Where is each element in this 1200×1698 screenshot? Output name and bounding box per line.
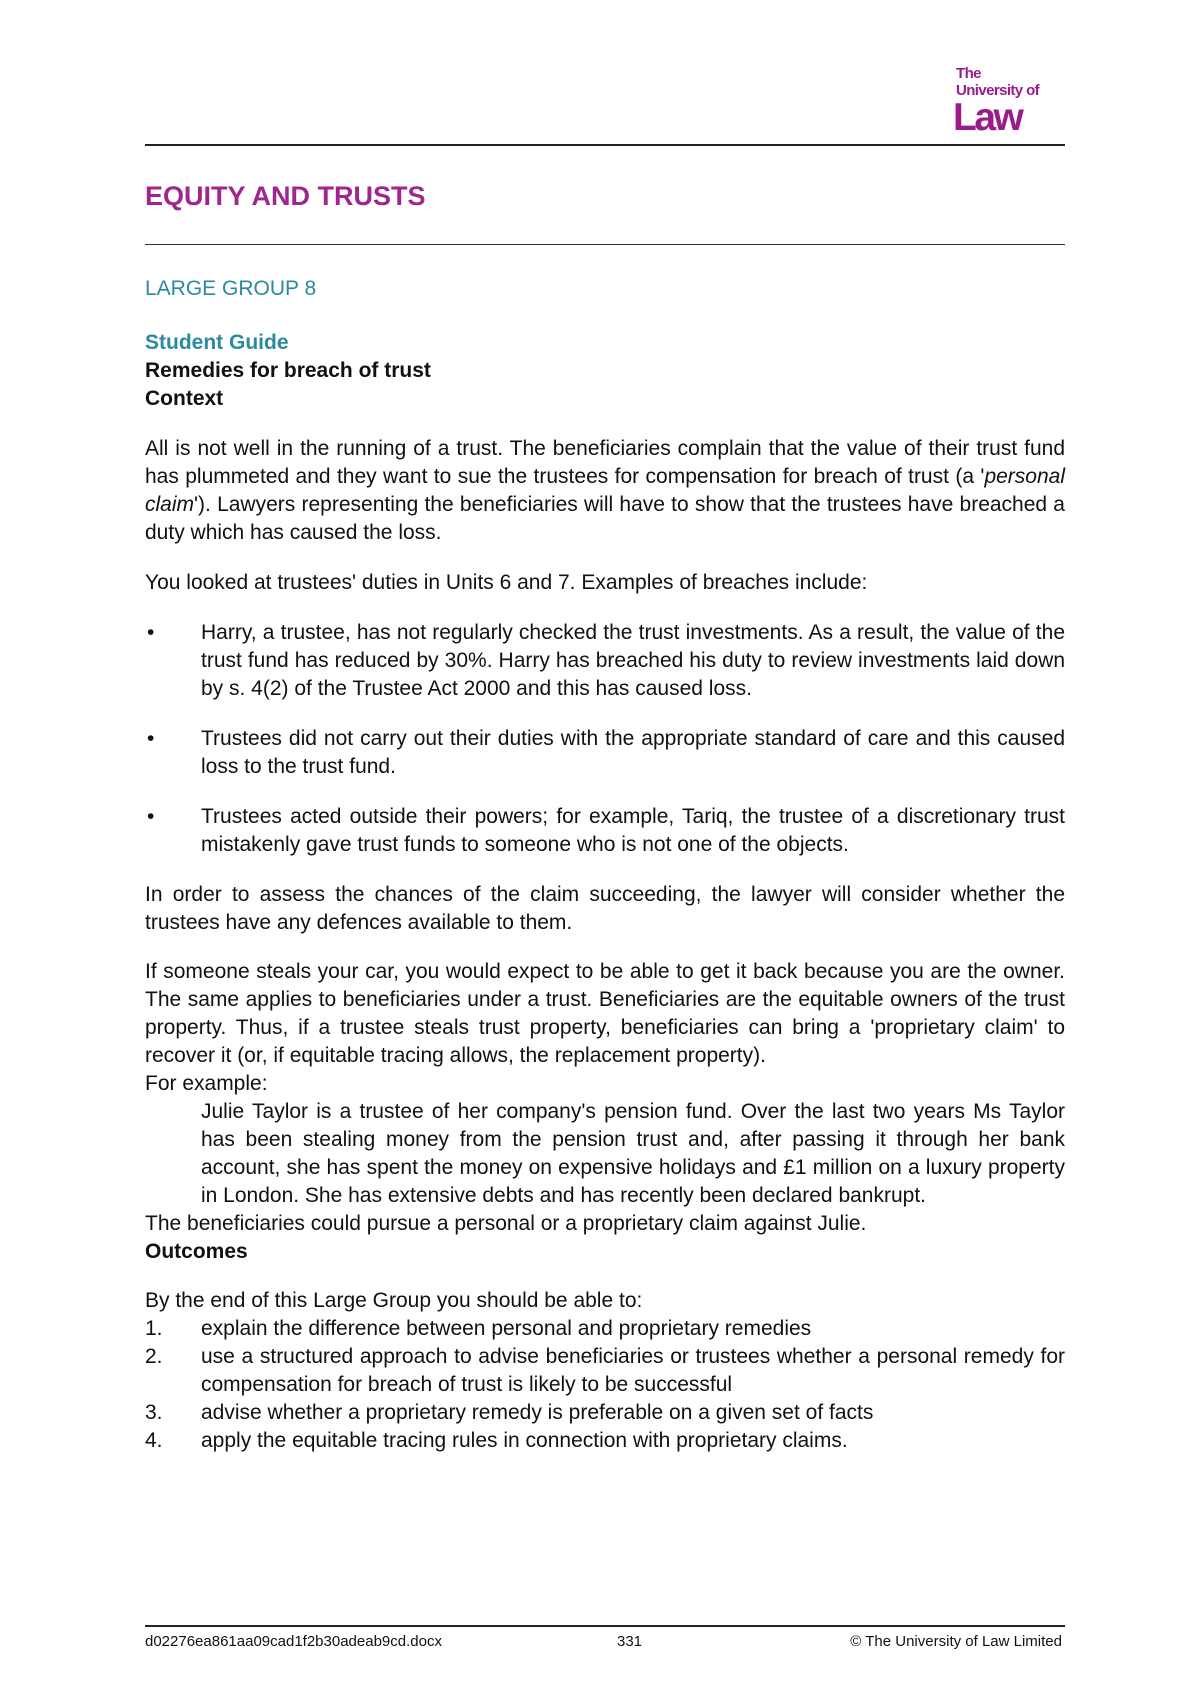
page-footer — [145, 1633, 1065, 1653]
logo-line-3: Law — [953, 96, 1022, 139]
list-number: 4. — [145, 1429, 163, 1452]
list-item-text: Harry, a trustee, has not regularly checked the trust investments. As a result, the value of the trust fund has reduced by 30%. Harry has breached his duty to review investments laid down by s. 4(2) of the Trustee Act 2000 and this has caused loss. — [201, 621, 1065, 700]
document-body — [145, 275, 1065, 1455]
list-item — [145, 1343, 1065, 1399]
list-item — [145, 1315, 1065, 1343]
list-item — [145, 1427, 1065, 1455]
outcomes-intro: By the end of this Large Group you should be able to: — [145, 1289, 643, 1312]
document-page — [145, 0, 1065, 1698]
bullet-icon: • — [147, 727, 155, 750]
student-guide-heading: Student Guide — [145, 331, 289, 354]
list-item — [145, 725, 1065, 781]
outcomes-list — [145, 1315, 1065, 1455]
list-item — [145, 803, 1065, 859]
list-item — [145, 619, 1065, 703]
proprietary-claim-paragraph: If someone steals your car, you would expect to be able to get it back because you are the owner. The same applies to beneficiaries under a trust. Beneficiaries are the equitable owners of the trust property. Thus, if a trustee steals trust property, beneficiaries can bring a 'proprietary claim' to recover it (or, if equitable tracing allows, the replacement property). — [145, 960, 1065, 1067]
breaches-intro-paragraph: You looked at trustees' duties in Units 6 and 7. Examples of breaches include: — [145, 571, 868, 594]
list-item-text: advise whether a proprietary remedy is preferable on a given set of facts — [201, 1401, 874, 1424]
footer-copyright: © The University of Law Limited — [850, 1633, 1062, 1650]
list-item-text: Trustees acted outside their powers; for example, Tariq, the trustee of a discretionary trust mistakenly gave trust funds to someone who is not one of the objects. — [201, 805, 1065, 856]
university-of-law-logo — [946, 66, 1066, 142]
title-rule — [145, 244, 1065, 245]
list-number: 2. — [145, 1345, 163, 1368]
topic-heading: Remedies for breach of trust — [145, 359, 431, 382]
list-item — [145, 1399, 1065, 1427]
example-label: For example: — [145, 1072, 268, 1095]
logo-line-2: University of — [956, 82, 1040, 99]
defences-paragraph: In order to assess the chances of the claim succeeding, the lawyer will consider whether the trustees have any defences available to them. — [145, 883, 1065, 934]
intro-text-b: '). Lawyers representing the beneficiaries will have to show that the trustees have breached a duty which has caused the loss. — [145, 493, 1065, 544]
list-item-text: Trustees did not carry out their duties with the appropriate standard of care and this caused loss to the trust fund. — [201, 727, 1065, 778]
logo-line-1: The — [956, 65, 981, 82]
context-heading: Context — [145, 387, 224, 410]
header-rule — [145, 144, 1065, 146]
page-title: EQUITY AND TRUSTS — [145, 181, 426, 211]
bullet-icon: • — [147, 805, 155, 828]
large-group-heading: LARGE GROUP 8 — [145, 277, 317, 300]
bullet-icon: • — [147, 621, 155, 644]
claim-options-paragraph: The beneficiaries could pursue a personal or a proprietary claim against Julie. — [145, 1212, 867, 1235]
footer-filename: d02276ea861aa09cad1f2b30adeab9cd.docx — [145, 1633, 442, 1650]
list-item-text: apply the equitable tracing rules in connection with proprietary claims. — [201, 1429, 848, 1452]
example-paragraph: Julie Taylor is a trustee of her company's pension fund. Over the last two years Ms Taylor has been stealing money from the pension trust and, after passing it through her bank account, she has spent the money on expensive holidays and £1 million on a luxury property in London. She has extensive debts and has recently been declared bankrupt. — [201, 1100, 1065, 1207]
outcomes-heading: Outcomes — [145, 1240, 248, 1263]
list-number: 3. — [145, 1401, 163, 1424]
list-item-text: use a structured approach to advise beneficiaries or trustees whether a personal remedy for compensation for breach of trust is likely to be successful — [201, 1345, 1065, 1396]
intro-text-a: All is not well in the running of a trust. The beneficiaries complain that the value of their trust fund has plummeted and they want to sue the trustees for compensation for breach of trust (a ' — [145, 437, 1065, 488]
list-number: 1. — [145, 1317, 163, 1340]
footer-rule — [145, 1625, 1065, 1627]
intro-paragraph — [145, 435, 1065, 547]
breach-examples-list — [145, 619, 1065, 859]
intro-italic: personal claim — [145, 465, 1065, 516]
footer-page-number: 331 — [617, 1633, 643, 1650]
list-item-text: explain the difference between personal and proprietary remedies — [201, 1317, 812, 1340]
